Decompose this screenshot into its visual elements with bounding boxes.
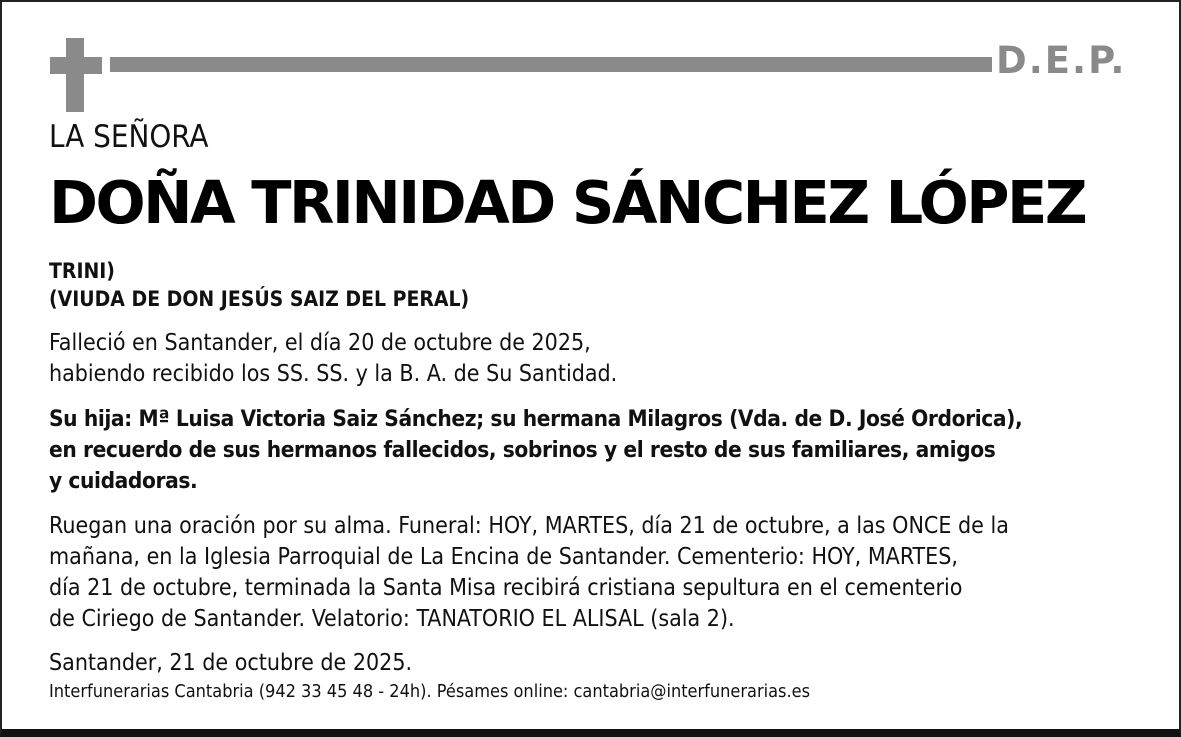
- widow-line: (VIUDA DE DON JESÚS SAIZ DEL PERAL): [49, 287, 470, 311]
- family-paragraph: [49, 404, 1022, 497]
- family-line: en recuerdo de sus hermanos fallecidos, sobrinos y el resto de sus familiares, amigos: [49, 437, 996, 463]
- service-line: día 21 de octubre, terminada la Santa Misa recibirá cristiana sepultura en el cementerio: [49, 575, 963, 601]
- deceased-name: DOÑA TRINIDAD SÁNCHEZ LÓPEZ: [49, 168, 1086, 237]
- service-paragraph: [49, 511, 1009, 635]
- death-notice-line: Falleció en Santander, el día 20 de octubre de 2025,: [49, 330, 591, 356]
- service-line: Ruegan una oración por su alma. Funeral: HOY, MARTES, día 21 de octubre, a las ONCE de la: [49, 513, 1009, 539]
- service-line: mañana, en la Iglesia Parroquial de La Encina de Santander. Cementerio: HOY, MARTES,: [49, 544, 958, 570]
- family-line: y cuidadoras.: [49, 468, 198, 494]
- family-line: Su hija: Mª Luisa Victoria Saiz Sánchez; su hermana Milagros (Vda. de D. José Ordorica),: [49, 406, 1023, 432]
- dep-label: D.E.P.: [996, 39, 1127, 82]
- header-rule: [110, 57, 992, 72]
- death-notice-line: habiendo recibido los SS. SS. y la B. A. de Su Santidad.: [49, 361, 618, 387]
- cross-icon: [50, 38, 102, 112]
- place-date: Santander, 21 de octubre de 2025.: [49, 650, 413, 676]
- death-notice: [49, 328, 617, 390]
- service-line: de Ciriego de Santander. Velatorio: TANATORIO EL ALISAL (sala 2).: [49, 606, 735, 632]
- nickname: TRINI): [49, 259, 115, 283]
- footer-contact: Interfunerarias Cantabria (942 33 45 48 - 24h). Pésames online: cantabria@interfunerarias.es: [49, 681, 811, 702]
- salutation: LA SEÑORA: [49, 119, 209, 155]
